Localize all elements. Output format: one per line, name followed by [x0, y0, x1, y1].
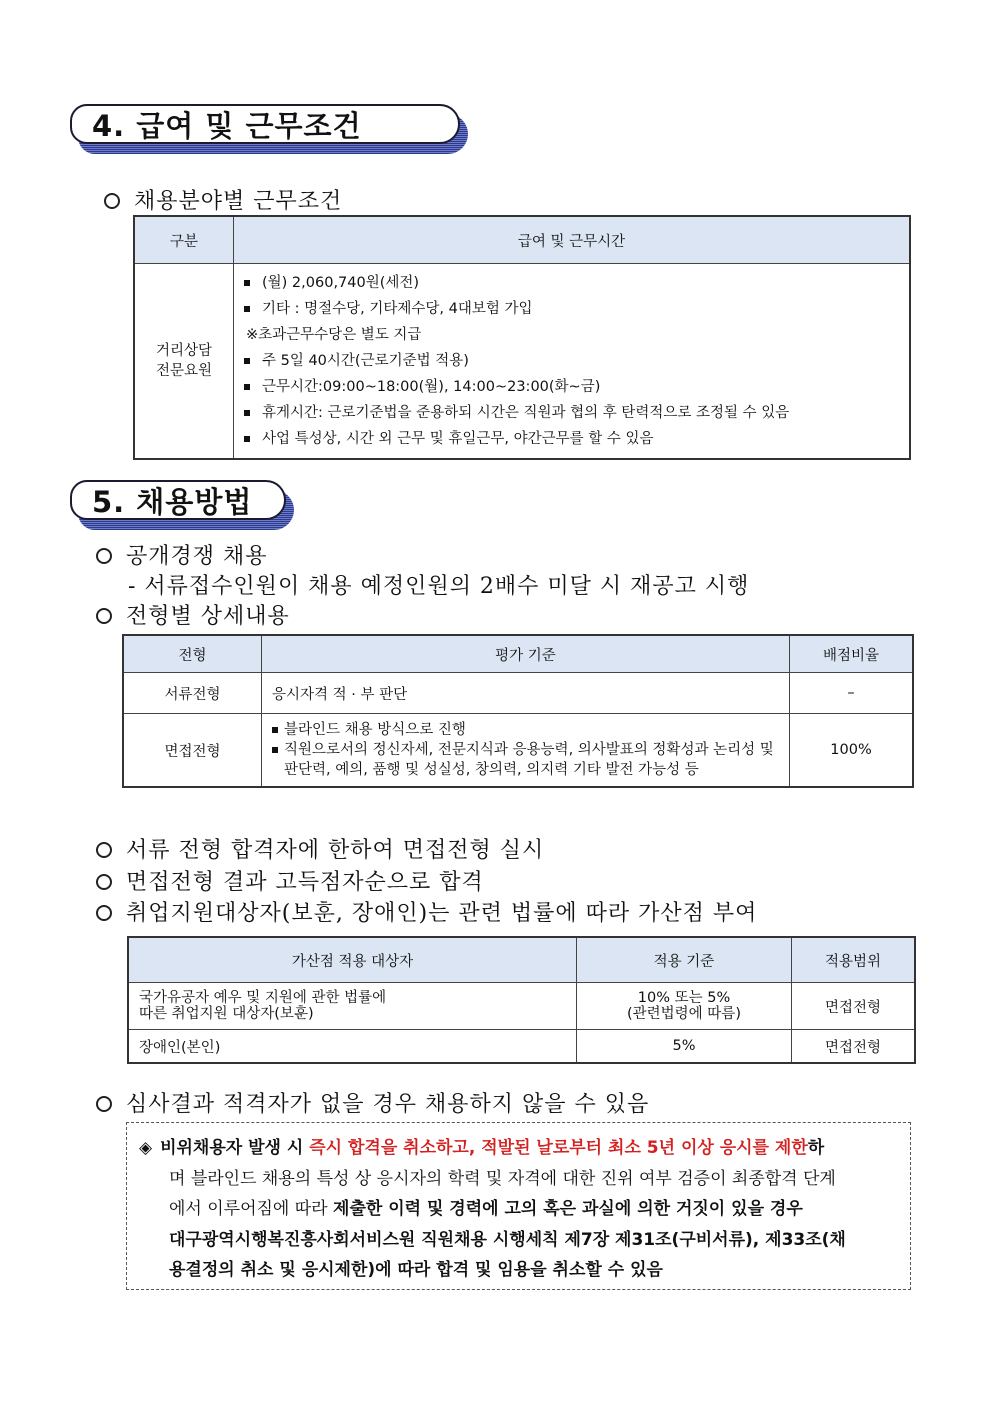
basis-cell: 5% [577, 1030, 792, 1064]
section4-subheading: 채용분야별 근무조건 [104, 184, 342, 215]
circle-bullet-icon [96, 548, 112, 564]
table-header: 급여 및 근무시간 [234, 216, 911, 264]
list-item: 블라인드 채용 방식으로 진행 [270, 720, 781, 740]
diamond-icon: ◈ [139, 1138, 153, 1158]
criteria-cell [262, 714, 790, 788]
list-item: 기타 : 명절수당, 기타제수당, 4대보험 가입 [238, 296, 905, 322]
row-label: 거리상담 전문요원 [134, 264, 234, 460]
table-header: 구분 [134, 216, 234, 264]
section5-line1: 공개경쟁 채용 [96, 539, 268, 570]
table-row [123, 673, 913, 714]
table-row [128, 983, 915, 1030]
table-header: 전형 [123, 635, 262, 673]
table-header: 적용범위 [792, 937, 916, 983]
section5-line6: 취업지원대상자(보훈, 장애인)는 관련 법률에 따라 가산점 부여 [96, 896, 757, 927]
table-header: 적용 기준 [577, 937, 792, 983]
section5-line5: 면접전형 결과 고득점자순으로 합격 [96, 865, 484, 896]
criteria-cell: 응시자격 적 · 부 판단 [262, 673, 790, 714]
list-item: 직원으로서의 정신자세, 전문지식과 응용능력, 의사발표의 정확성과 논리성 및 판단력, 예의, 품행 및 성실성, 창의력, 의지력 기타 발전 가능성 등 [270, 740, 781, 780]
circle-bullet-icon [96, 874, 112, 890]
stage-cell: 면접전형 [123, 714, 262, 788]
work-conditions-table [133, 215, 911, 460]
list-item: 휴게시간: 근로기준법을 준용하되 시간은 직원과 협의 후 탄력적으로 조정될 수 있음 [238, 400, 905, 426]
list-item: 주 5일 40시간(근로기준법 적용) [238, 348, 905, 374]
section4-title: 4. 급여 및 근무조건 [70, 104, 460, 144]
table-header: 평가 기준 [262, 635, 790, 673]
list-item: 사업 특성상, 시간 외 근무 및 휴일근무, 야간근무를 할 수 있음 [238, 426, 905, 452]
circle-bullet-icon [96, 905, 112, 921]
section5-line4: 서류 전형 합격자에 한하여 면접전형 실시 [96, 833, 544, 864]
section5-line2: - 서류접수인원이 채용 예정인원의 2배수 미달 시 재공고 시행 [128, 574, 750, 599]
list-item: (월) 2,060,740원(세전) [238, 270, 905, 296]
section5-line7: 심사결과 적격자가 없을 경우 채용하지 않을 수 있음 [96, 1087, 649, 1118]
circle-bullet-icon [96, 1096, 112, 1112]
scope-cell: 면접전형 [792, 983, 916, 1030]
section5-title: 5. 채용방법 [70, 480, 286, 520]
table-row [128, 1030, 915, 1064]
ratio-cell: – [790, 673, 914, 714]
circle-bullet-icon [96, 608, 112, 624]
selection-table [122, 634, 914, 788]
table-header: 배점비율 [790, 635, 914, 673]
scope-cell: 면접전형 [792, 1030, 916, 1064]
overtime-note: ※초과근무수당은 별도 지급 [246, 327, 422, 343]
circle-bullet-icon [96, 842, 112, 858]
warning-box: ◈ 비위채용자 발생 시 즉시 합격을 취소하고, 적발된 날로부터 최소 5년 이상 응시를 제한하 며 블라인드 채용의 특성 상 응시자의 학력 및 자격에 대한 진위 여부 검증이 최종합격 단계 에서 이루어짐에 따라 제출한 이력 및 경력에 고의 혹은 과실에 의한 거짓이 있을 경우 대구광역시행복진흥사회서비스원 직원채용 시행세칙 제7장 제31조(구비서류), 제33조(채 용결정의 취소 및 응시제한)에 따라 합격 및 임용을 취소할 수 있음 [126, 1122, 911, 1290]
target-cell: 국가유공자 예우 및 지원에 관한 법률에 따른 취업지원 대상자(보훈) [128, 983, 577, 1030]
conditions-cell [234, 264, 911, 460]
warning-emphasis: 즉시 합격을 취소하고, 적발된 날로부터 최소 5년 이상 응시를 제한 [309, 1138, 808, 1158]
basis-cell: 10% 또는 5% (관련법령에 따름) [577, 983, 792, 1030]
list-item: 근무시간:09:00~18:00(월), 14:00~23:00(화~금) [238, 374, 905, 400]
ratio-cell: 100% [790, 714, 914, 788]
stage-cell: 서류전형 [123, 673, 262, 714]
table-row [123, 714, 913, 788]
circle-bullet-icon [104, 193, 120, 209]
bonus-points-table [127, 936, 916, 1064]
table-header: 가산점 적용 대상자 [128, 937, 577, 983]
target-cell: 장애인(본인) [128, 1030, 577, 1064]
section5-line3: 전형별 상세내용 [96, 599, 290, 630]
